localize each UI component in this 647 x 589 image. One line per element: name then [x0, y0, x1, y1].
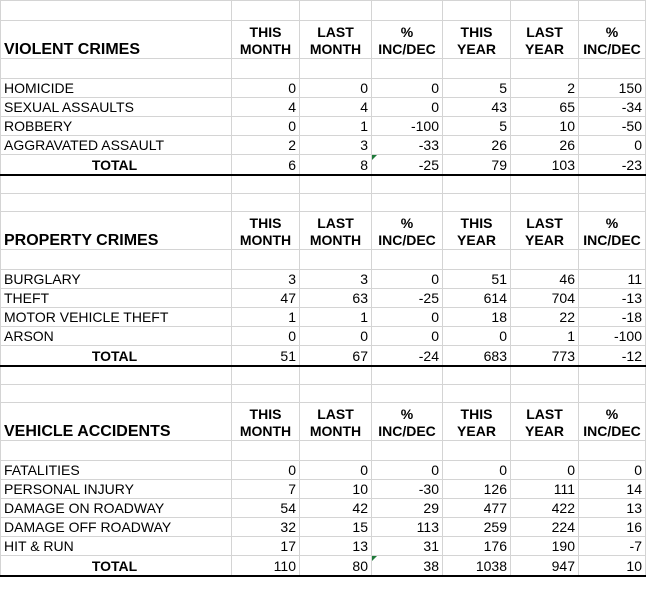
column-header-line: YEAR: [525, 41, 564, 57]
value-cell-last_year[interactable]: 2: [511, 79, 579, 98]
column-header-line: MONTH: [309, 232, 362, 248]
value-cell-pct_month[interactable]: 0: [372, 98, 443, 117]
column-header-line: THIS: [249, 406, 282, 422]
value-cell-pct_year[interactable]: 16: [579, 518, 646, 537]
data-row: [1, 117, 646, 136]
value-cell-pct_year[interactable]: -18: [579, 308, 646, 327]
empty-cell[interactable]: [300, 441, 372, 461]
empty-cell[interactable]: [511, 250, 579, 270]
value-cell-last_month[interactable]: 0: [300, 327, 372, 346]
column-header-last_year[interactable]: [511, 403, 579, 441]
value-cell-pct_month[interactable]: -100: [372, 117, 443, 136]
row-label[interactable]: ARSON: [1, 327, 232, 346]
empty-cell[interactable]: [372, 441, 443, 461]
data-row: [1, 79, 646, 98]
value-cell-this_year[interactable]: 0: [443, 461, 511, 480]
column-header-line: %: [400, 406, 414, 422]
empty-cell[interactable]: [232, 250, 300, 270]
spacer-row: [1, 385, 646, 403]
data-row: [1, 518, 646, 537]
total-value-last_year[interactable]: 947: [511, 556, 579, 576]
value-cell-last_year[interactable]: 0: [511, 461, 579, 480]
value-cell-this_year[interactable]: 477: [443, 499, 511, 518]
total-label: TOTAL: [91, 156, 138, 173]
value-cell-pct_year[interactable]: 0: [579, 136, 646, 155]
column-header-line: LAST: [317, 24, 354, 40]
row-label[interactable]: BURGLARY: [1, 270, 232, 289]
empty-cell[interactable]: [300, 250, 372, 270]
spacer-row: [1, 175, 646, 194]
empty-cell[interactable]: [232, 441, 300, 461]
value-cell-this_month[interactable]: 0: [232, 461, 300, 480]
empty-cell[interactable]: [372, 366, 443, 385]
column-header-line: LAST: [317, 406, 354, 422]
empty-cell[interactable]: [372, 385, 443, 403]
column-header-line: LAST: [526, 24, 563, 40]
empty-cell[interactable]: [443, 59, 511, 79]
row-label[interactable]: HOMICIDE: [1, 79, 232, 98]
data-row: [1, 289, 646, 308]
empty-cell[interactable]: [579, 366, 646, 385]
column-header-line: INC/DEC: [378, 232, 436, 248]
value-cell-this_year[interactable]: 26: [443, 136, 511, 155]
total-value-this_year[interactable]: 1038: [443, 556, 511, 576]
empty-cell[interactable]: [579, 1, 646, 21]
data-row: [1, 270, 646, 289]
column-header-pct_year[interactable]: [579, 403, 646, 441]
value-cell-pct_year[interactable]: 14: [579, 480, 646, 499]
total-label: TOTAL: [91, 347, 138, 364]
empty-cell[interactable]: [579, 385, 646, 403]
column-header-last_month[interactable]: [300, 212, 372, 250]
value-cell-this_month[interactable]: 47: [232, 289, 300, 308]
total-value-last_month[interactable]: 80: [300, 556, 372, 576]
value-cell-this_year[interactable]: 259: [443, 518, 511, 537]
value-cell-this_month[interactable]: 32: [232, 518, 300, 537]
empty-cell[interactable]: [300, 194, 372, 212]
column-header-line: INC/DEC: [583, 423, 641, 439]
total-value-last_month[interactable]: 8: [300, 155, 372, 175]
empty-cell[interactable]: [372, 1, 443, 21]
value-cell-last_month[interactable]: 13: [300, 537, 372, 556]
column-header-this_month[interactable]: [232, 212, 300, 250]
empty-cell[interactable]: [579, 59, 646, 79]
value-cell-last_month[interactable]: 3: [300, 136, 372, 155]
section-title[interactable]: PROPERTY CRIMES: [1, 212, 232, 250]
empty-cell[interactable]: [372, 194, 443, 212]
value-cell-pct_year[interactable]: 11: [579, 270, 646, 289]
value-cell-last_year[interactable]: 224: [511, 518, 579, 537]
value-cell-last_month[interactable]: 0: [300, 461, 372, 480]
row-label[interactable]: THEFT: [1, 289, 232, 308]
value-cell-last_year[interactable]: 704: [511, 289, 579, 308]
section-title[interactable]: VIOLENT CRIMES: [1, 21, 232, 59]
empty-cell[interactable]: [511, 366, 579, 385]
column-header-line: THIS: [460, 215, 493, 231]
value-cell-last_month[interactable]: 10: [300, 480, 372, 499]
spacer-row: [1, 1, 646, 21]
data-row: [1, 461, 646, 480]
total-row: [1, 556, 646, 576]
value-cell-last_year[interactable]: 190: [511, 537, 579, 556]
blank-row: [1, 441, 646, 461]
empty-cell[interactable]: [579, 250, 646, 270]
row-label[interactable]: DAMAGE OFF ROADWAY: [1, 518, 232, 537]
value-cell-last_month[interactable]: 63: [300, 289, 372, 308]
value-cell-pct_month[interactable]: 113: [372, 518, 443, 537]
total-label: TOTAL: [91, 557, 138, 574]
column-header-line: %: [605, 215, 619, 231]
empty-cell[interactable]: [511, 385, 579, 403]
value-cell-pct_month[interactable]: -30: [372, 480, 443, 499]
value-cell-pct_year[interactable]: -13: [579, 289, 646, 308]
section-title[interactable]: VEHICLE ACCIDENTS: [1, 403, 232, 441]
value-cell-pct_month[interactable]: -25: [372, 289, 443, 308]
row-label[interactable]: AGGRAVATED ASSAULT: [1, 136, 232, 155]
spacer-row: [1, 366, 646, 385]
row-label[interactable]: MOTOR VEHICLE THEFT: [1, 308, 232, 327]
total-value-pct_month[interactable]: -24: [372, 346, 443, 366]
empty-cell[interactable]: [1, 385, 232, 403]
empty-cell[interactable]: [443, 175, 511, 194]
value-cell-last_year[interactable]: 46: [511, 270, 579, 289]
value-cell-this_year[interactable]: 0: [443, 327, 511, 346]
column-header-last_year[interactable]: [511, 21, 579, 59]
empty-cell[interactable]: [372, 250, 443, 270]
value-cell-last_month[interactable]: 15: [300, 518, 372, 537]
data-row: [1, 480, 646, 499]
value-cell-this_month[interactable]: 0: [232, 79, 300, 98]
empty-cell[interactable]: [1, 1, 232, 21]
total-value-this_year[interactable]: 79: [443, 155, 511, 175]
value-cell-pct_month[interactable]: 31: [372, 537, 443, 556]
empty-cell[interactable]: [232, 175, 300, 194]
empty-cell[interactable]: [443, 366, 511, 385]
total-value-pct_year[interactable]: -12: [579, 346, 646, 366]
value-cell-last_month[interactable]: 0: [300, 79, 372, 98]
value-cell-pct_year[interactable]: -7: [579, 537, 646, 556]
value-cell-pct_year[interactable]: 0: [579, 461, 646, 480]
column-header-line: %: [400, 24, 414, 40]
value-cell-last_year[interactable]: 422: [511, 499, 579, 518]
column-header-line: YEAR: [457, 232, 496, 248]
column-header-pct_month[interactable]: [372, 403, 443, 441]
column-header-line: YEAR: [525, 423, 564, 439]
column-header-line: LAST: [526, 406, 563, 422]
column-header-line: %: [605, 24, 619, 40]
column-header-last_year[interactable]: [511, 212, 579, 250]
value-cell-this_month[interactable]: 0: [232, 327, 300, 346]
row-label[interactable]: HIT & RUN: [1, 537, 232, 556]
total-value-last_year[interactable]: 773: [511, 346, 579, 366]
value-cell-this_year[interactable]: 43: [443, 98, 511, 117]
column-header-line: MONTH: [239, 41, 292, 57]
empty-cell[interactable]: [579, 175, 646, 194]
blank-row: [1, 59, 646, 79]
empty-cell[interactable]: [232, 59, 300, 79]
total-value-this_year[interactable]: 683: [443, 346, 511, 366]
value-cell-this_month[interactable]: 0: [232, 117, 300, 136]
column-header-line: YEAR: [457, 41, 496, 57]
empty-cell[interactable]: [300, 59, 372, 79]
column-header-line: LAST: [526, 215, 563, 231]
empty-cell[interactable]: [232, 194, 300, 212]
row-label[interactable]: PERSONAL INJURY: [1, 480, 232, 499]
section-header-row: [1, 212, 646, 250]
section-header-row: [1, 403, 646, 441]
total-value-this_month[interactable]: 6: [232, 155, 300, 175]
value-cell-pct_month[interactable]: 0: [372, 327, 443, 346]
empty-cell[interactable]: [443, 194, 511, 212]
empty-cell[interactable]: [443, 441, 511, 461]
value-cell-this_month[interactable]: 7: [232, 480, 300, 499]
value-cell-pct_month[interactable]: 29: [372, 499, 443, 518]
total-value-last_year[interactable]: 103: [511, 155, 579, 175]
column-header-pct_year[interactable]: [579, 21, 646, 59]
column-header-this_year[interactable]: [443, 212, 511, 250]
value-cell-pct_year[interactable]: 150: [579, 79, 646, 98]
value-cell-this_year[interactable]: 5: [443, 79, 511, 98]
empty-cell[interactable]: [511, 441, 579, 461]
total-value-pct_year[interactable]: -23: [579, 155, 646, 175]
empty-cell[interactable]: [511, 1, 579, 21]
column-header-last_month[interactable]: [300, 403, 372, 441]
empty-cell[interactable]: [1, 59, 232, 79]
empty-cell[interactable]: [443, 1, 511, 21]
empty-cell[interactable]: [1, 250, 232, 270]
column-header-line: THIS: [460, 24, 493, 40]
value-cell-last_month[interactable]: 4: [300, 98, 372, 117]
value-cell-last_month[interactable]: 3: [300, 270, 372, 289]
value-cell-pct_year[interactable]: -100: [579, 327, 646, 346]
value-cell-this_month[interactable]: 54: [232, 499, 300, 518]
row-label[interactable]: DAMAGE ON ROADWAY: [1, 499, 232, 518]
empty-cell[interactable]: [511, 194, 579, 212]
empty-cell[interactable]: [300, 366, 372, 385]
value-cell-last_year[interactable]: 65: [511, 98, 579, 117]
empty-cell[interactable]: [443, 385, 511, 403]
empty-cell[interactable]: [511, 59, 579, 79]
column-header-line: YEAR: [457, 423, 496, 439]
total-label-cell[interactable]: [1, 155, 232, 175]
value-cell-pct_year[interactable]: -50: [579, 117, 646, 136]
total-value-pct_month[interactable]: -25: [372, 155, 443, 175]
empty-cell[interactable]: [1, 366, 232, 385]
total-label-cell[interactable]: [1, 556, 232, 576]
total-value-pct_year[interactable]: 10: [579, 556, 646, 576]
value-cell-pct_year[interactable]: 13: [579, 499, 646, 518]
empty-cell[interactable]: [1, 441, 232, 461]
value-cell-pct_month[interactable]: 0: [372, 461, 443, 480]
value-cell-this_year[interactable]: 51: [443, 270, 511, 289]
data-row: [1, 499, 646, 518]
value-cell-this_month[interactable]: 17: [232, 537, 300, 556]
empty-cell[interactable]: [443, 250, 511, 270]
value-cell-last_year[interactable]: 26: [511, 136, 579, 155]
column-header-last_month[interactable]: [300, 21, 372, 59]
spacer-row: [1, 194, 646, 212]
data-row: [1, 327, 646, 346]
value-cell-pct_month[interactable]: 0: [372, 270, 443, 289]
value-cell-this_month[interactable]: 3: [232, 270, 300, 289]
column-header-line: MONTH: [239, 232, 292, 248]
column-header-this_year[interactable]: [443, 403, 511, 441]
column-header-line: MONTH: [309, 423, 362, 439]
data-row: [1, 537, 646, 556]
column-header-line: %: [400, 215, 414, 231]
row-label[interactable]: SEXUAL ASSAULTS: [1, 98, 232, 117]
empty-cell[interactable]: [511, 175, 579, 194]
row-label[interactable]: ROBBERY: [1, 117, 232, 136]
section-header-row: [1, 21, 646, 59]
empty-cell[interactable]: [1, 175, 232, 194]
column-header-line: INC/DEC: [378, 41, 436, 57]
column-header-this_month[interactable]: [232, 403, 300, 441]
column-header-line: %: [605, 406, 619, 422]
value-cell-pct_year[interactable]: -34: [579, 98, 646, 117]
value-cell-last_year[interactable]: 10: [511, 117, 579, 136]
column-header-line: THIS: [249, 215, 282, 231]
column-header-line: INC/DEC: [583, 232, 641, 248]
value-cell-pct_month[interactable]: 0: [372, 79, 443, 98]
row-label[interactable]: FATALITIES: [1, 461, 232, 480]
empty-cell[interactable]: [300, 175, 372, 194]
empty-cell[interactable]: [232, 385, 300, 403]
total-value-this_month[interactable]: 110: [232, 556, 300, 576]
data-row: [1, 98, 646, 117]
blank-row: [1, 250, 646, 270]
value-cell-this_year[interactable]: 5: [443, 117, 511, 136]
column-header-line: MONTH: [239, 423, 292, 439]
value-cell-this_year[interactable]: 176: [443, 537, 511, 556]
total-value-last_month[interactable]: 67: [300, 346, 372, 366]
column-header-line: INC/DEC: [378, 423, 436, 439]
empty-cell[interactable]: [372, 59, 443, 79]
empty-cell[interactable]: [300, 1, 372, 21]
empty-cell[interactable]: [232, 1, 300, 21]
value-cell-last_month[interactable]: 1: [300, 308, 372, 327]
data-row: [1, 308, 646, 327]
value-cell-pct_month[interactable]: 0: [372, 308, 443, 327]
value-cell-this_year[interactable]: 18: [443, 308, 511, 327]
empty-cell[interactable]: [300, 385, 372, 403]
data-row: [1, 136, 646, 155]
value-cell-this_month[interactable]: 2: [232, 136, 300, 155]
value-cell-last_month[interactable]: 1: [300, 117, 372, 136]
value-cell-last_year[interactable]: 1: [511, 327, 579, 346]
value-cell-last_month[interactable]: 42: [300, 499, 372, 518]
column-header-pct_month[interactable]: [372, 21, 443, 59]
empty-cell[interactable]: [372, 175, 443, 194]
column-header-pct_month[interactable]: [372, 212, 443, 250]
total-label-cell[interactable]: [1, 346, 232, 366]
column-header-line: MONTH: [309, 41, 362, 57]
column-header-line: THIS: [460, 406, 493, 422]
column-header-line: YEAR: [525, 232, 564, 248]
empty-cell[interactable]: [579, 194, 646, 212]
value-cell-this_month[interactable]: 4: [232, 98, 300, 117]
column-header-this_year[interactable]: [443, 21, 511, 59]
empty-cell[interactable]: [579, 441, 646, 461]
total-value-pct_month[interactable]: 38: [372, 556, 443, 576]
column-header-line: THIS: [249, 24, 282, 40]
value-cell-this_year[interactable]: 126: [443, 480, 511, 499]
value-cell-pct_month[interactable]: -33: [372, 136, 443, 155]
column-header-line: INC/DEC: [583, 41, 641, 57]
empty-cell[interactable]: [1, 194, 232, 212]
column-header-pct_year[interactable]: [579, 212, 646, 250]
value-cell-this_year[interactable]: 614: [443, 289, 511, 308]
column-header-line: LAST: [317, 215, 354, 231]
value-cell-last_year[interactable]: 22: [511, 308, 579, 327]
total-row: [1, 346, 646, 366]
total-value-this_month[interactable]: 51: [232, 346, 300, 366]
column-header-this_month[interactable]: [232, 21, 300, 59]
value-cell-last_year[interactable]: 111: [511, 480, 579, 499]
value-cell-this_month[interactable]: 1: [232, 308, 300, 327]
empty-cell[interactable]: [232, 366, 300, 385]
total-row: [1, 155, 646, 175]
